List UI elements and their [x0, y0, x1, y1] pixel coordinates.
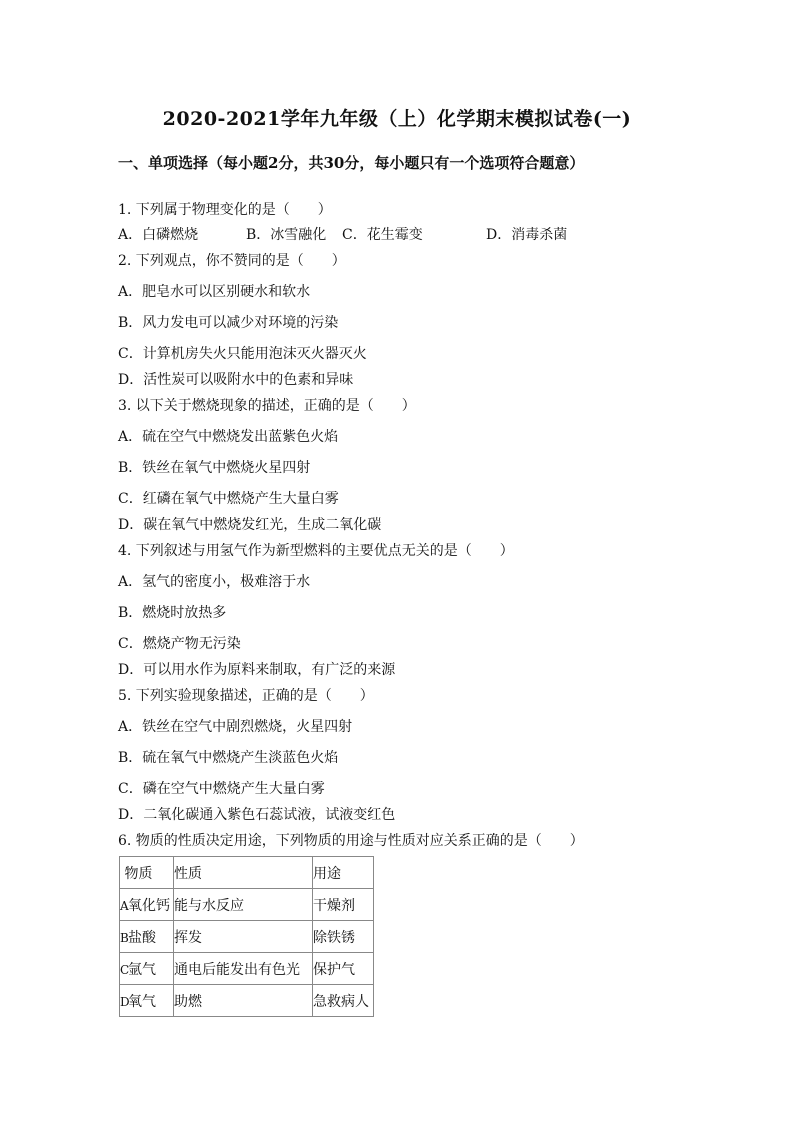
table-header-cell: 用途: [313, 857, 374, 889]
question-4-option-a: A．氢气的密度小，极难溶于水: [118, 574, 311, 590]
table-cell-property: 能与水反应: [174, 889, 313, 921]
table-cell-property: 助燃: [174, 985, 313, 1017]
table-row: [120, 953, 374, 985]
row-label: A: [120, 898, 129, 913]
question-1-option-d: D．消毒杀菌: [486, 227, 568, 243]
question-1-stem: 1. 下列属于物理变化的是（ ）: [118, 202, 332, 218]
question-3-option-a: A．硫在空气中燃烧发出蓝紫色火焰: [118, 429, 339, 445]
page-title: 2020-2021学年九年级（上）化学期末模拟试卷(一): [162, 108, 632, 130]
question-5-option-d: D．二氧化碳通入紫色石蕊试液，试液变红色: [118, 807, 396, 823]
table-cell-use: 保护气: [313, 953, 374, 985]
question-2-option-b: B．风力发电可以减少对环境的污染: [118, 315, 339, 331]
table-header-cell: 物质: [120, 857, 174, 889]
question-3-option-d: D．碳在氧气中燃烧发红光，生成二氧化碳: [118, 517, 382, 533]
row-label: C: [120, 962, 130, 977]
table-cell-property: 通电后能发出有色光: [174, 953, 313, 985]
question-5-stem: 5. 下列实验现象描述，正确的是（ ）: [118, 688, 374, 704]
table-cell-use: 干燥剂: [313, 889, 374, 921]
question-3-option-b: B．铁丝在氧气中燃烧火星四射: [118, 460, 311, 476]
question-1-option-c: C．花生霉变: [342, 227, 423, 243]
question-5-option-c: C．磷在空气中燃烧产生大量白雾: [118, 781, 325, 797]
table-cell-substance: A氧化钙: [120, 889, 174, 921]
table-row: [120, 921, 374, 953]
table-header-cell: 性质: [174, 857, 313, 889]
table-cell-use: 急救病人: [313, 985, 374, 1017]
question-2-option-a: A．肥皂水可以区别硬水和软水: [118, 284, 311, 300]
question-5-option-b: B．硫在氧气中燃烧产生淡蓝色火焰: [118, 750, 339, 766]
question-2-option-d: D．活性炭可以吸附水中的色素和异味: [118, 372, 354, 388]
question-4-option-b: B．燃烧时放热多: [118, 605, 227, 621]
question-2-option-c: C．计算机房失火只能用泡沫灭火器灭火: [118, 346, 367, 362]
table-row: [120, 889, 374, 921]
question-3-option-c: C．红磷在氧气中燃烧产生大量白雾: [118, 491, 339, 507]
question-1-option-a: A．白磷燃烧: [118, 227, 199, 243]
question-2-stem: 2. 下列观点，你不赞同的是（ ）: [118, 253, 346, 269]
table-row: [120, 985, 374, 1017]
table-cell-substance: B盐酸: [120, 921, 174, 953]
question-1-option-b: B．冰雪融化: [246, 227, 327, 243]
question-4-option-c: C．燃烧产物无污染: [118, 636, 241, 652]
question-6-stem: 6. 物质的性质决定用途，下列物质的用途与性质对应关系正确的是（ ）: [118, 833, 584, 849]
table-header-row: [120, 857, 374, 889]
properties-table: [119, 856, 374, 1017]
table-cell-property: 挥发: [174, 921, 313, 953]
question-4-option-d: D．可以用水作为原料来制取，有广泛的来源: [118, 662, 396, 678]
section-heading: 一、单项选择（每小题2分，共30分，每小题只有一个选项符合题意）: [118, 154, 585, 172]
row-label: B: [120, 930, 129, 945]
question-5-option-a: A．铁丝在空气中剧烈燃烧，火星四射: [118, 719, 353, 735]
table-cell-substance: C氩气: [120, 953, 174, 985]
table-cell-substance: D氧气: [120, 985, 174, 1017]
row-label: D: [120, 994, 130, 1009]
question-3-stem: 3. 以下关于燃烧现象的描述，正确的是（ ）: [118, 398, 416, 414]
table-cell-use: 除铁锈: [313, 921, 374, 953]
question-4-stem: 4. 下列叙述与用氢气作为新型燃料的主要优点无关的是（ ）: [118, 543, 514, 559]
